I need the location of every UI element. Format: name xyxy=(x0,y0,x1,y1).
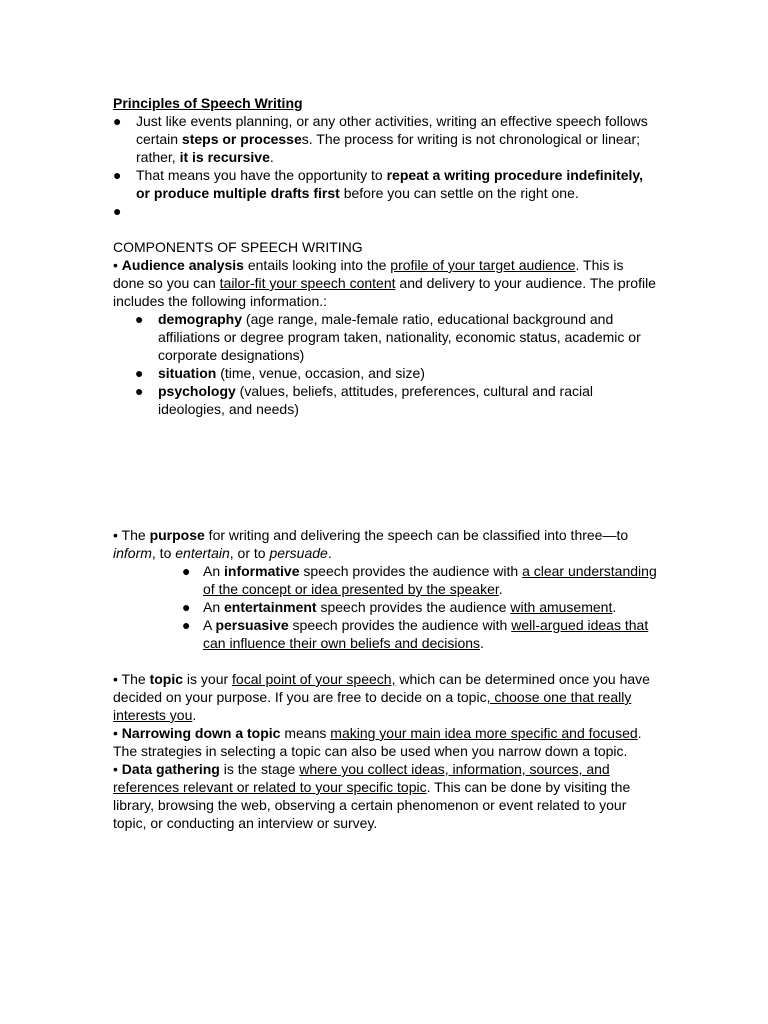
purpose-paragraph: • The purpose for writing and delivering the speech can be classified into three—to inform, to entertain, or to persuade. xyxy=(113,527,629,561)
list-item: ● situation (time, venue, occasion, and size) xyxy=(135,365,425,381)
list-item: ● psychology (values, beliefs, attitudes, preferences, cultural and racial ideologies, and needs) xyxy=(135,383,593,417)
page-title: Principles of Speech Writing xyxy=(113,95,303,111)
bullet-icon: ● xyxy=(182,599,191,615)
blank-line xyxy=(113,220,658,238)
narrowing-paragraph: • Narrowing down a topic means making your main idea more specific and focused. The strategies in selecting a topic can also be used when you narrow down a topic. xyxy=(113,725,642,759)
list-item: ● An informative speech provides the audience with a clear understanding of the concept or idea presented by the speaker. xyxy=(182,563,657,597)
bullet-icon: ● xyxy=(113,113,122,129)
intro-bullet-list xyxy=(113,112,658,220)
audience-analysis-paragraph: • Audience analysis entails looking into the profile of your target audience. This is done so you can tailor-fit your speech content and delivery to your audience. The profile includes the following information.: xyxy=(113,257,656,309)
data-gathering-paragraph: • Data gathering is the stage where you collect ideas, information, sources, and references relevant or related to your specific topic. This can be done by visiting the library, browsing the web, observing a certain phenomenon or event related to your topic, or conducting an interview or survey. xyxy=(113,761,631,831)
bullet-icon: ● xyxy=(113,203,122,219)
list-item: ● An entertainment speech provides the audience with amusement. xyxy=(182,599,617,615)
bullet-icon: ● xyxy=(135,365,144,381)
bullet-icon: ● xyxy=(182,617,191,633)
bullet-icon: ● xyxy=(135,311,144,327)
topic-paragraph: • The topic is your focal point of your speech, which can be determined once you have decided on your purpose. If you are free to decide on a topic, choose one that really interests you. xyxy=(113,671,650,723)
list-item: ● Just like events planning, or any other activities, writing an effective speech follows certain steps or processes. The process for writing is not chronological or linear; rather, it is recursive. xyxy=(113,113,648,165)
list-item: ● A persuasive speech provides the audience with well-argued ideas that can influence their own beliefs and decisions. xyxy=(182,617,649,651)
list-item-empty xyxy=(113,202,658,220)
blank-line xyxy=(113,652,658,670)
list-item: ● That means you have the opportunity to repeat a writing procedure indefinitely, or produce multiple drafts first before you can settle on the right one. xyxy=(113,167,644,201)
bullet-icon: ● xyxy=(113,167,122,183)
bullet-icon: ● xyxy=(182,563,191,579)
audience-profile-list xyxy=(113,310,658,418)
purpose-types-list xyxy=(113,562,658,652)
section-heading: COMPONENTS OF SPEECH WRITING xyxy=(113,239,363,255)
blank-space xyxy=(113,418,658,526)
list-item: ● demography (age range, male-female ratio, educational background and affiliations or degree program taken, nationality, economic status, academic or corporate designations) xyxy=(135,311,641,363)
document-page xyxy=(113,94,658,832)
bullet-icon: ● xyxy=(135,383,144,399)
